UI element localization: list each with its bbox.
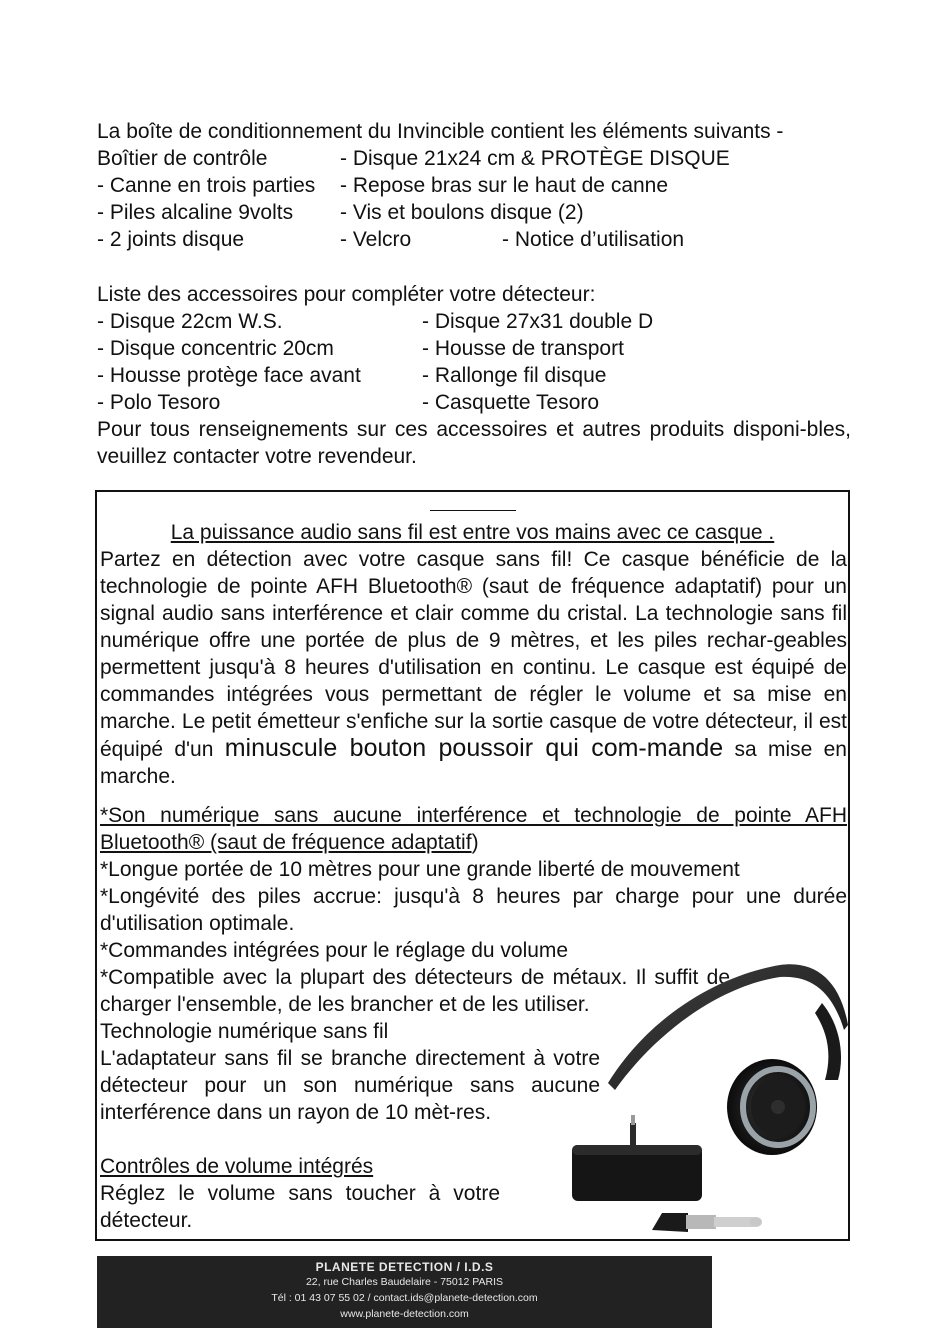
- feature-item: *Compatible avec la plupart des détecteurs de métaux. Il suffit de charger l'ensemble, de les brancher et de les utiliser.: [100, 966, 730, 1016]
- contents-item: - Notice d’utilisation: [502, 228, 685, 251]
- feature-item: *Commandes intégrées pour le réglage du volume: [100, 939, 569, 962]
- volume-heading-text: Contrôles de volume intégrés: [100, 1155, 374, 1178]
- website-link[interactable]: www.planete-detection.com: [340, 1308, 469, 1320]
- contact-info: Tél : 01 43 07 55 02 / contact.ids@planete-detection.com: [271, 1292, 538, 1304]
- address: 22, rue Charles Baudelaire - 75012 PARIS: [305, 1276, 504, 1288]
- contents-item: - Velcro: [340, 228, 412, 251]
- feature-item: *Longue portée de 10 mètres pour une grande liberté de mouvement: [100, 858, 740, 881]
- company-name: PLANETE DETECTION / I.D.S: [315, 1260, 494, 1274]
- volume-heading: [100, 1153, 600, 1180]
- tech-text: L'adaptateur sans fil se branche directement à votre détecteur pour un son numérique sans aucune interférence dans un rayon de 10 mèt-res.: [100, 1047, 600, 1124]
- accessory-item: - Housse protège face avant: [97, 364, 361, 387]
- contents-item: - Piles alcaline 9volts: [97, 201, 294, 224]
- box-title: La puissance audio sans fil est entre vos mains avec ce casque .: [170, 521, 775, 544]
- contents-item: - Canne en trois parties: [97, 174, 316, 197]
- intro-text: Partez en détection avec votre casque sans fil! Ce casque bénéficie de la technologie de pointe AFH Bluetooth® (saut de fréquence adaptatif) pour un signal audio sans interférence et clair comme du cristal. La technologie sans fil numérique offre une portée de plus de 9 mètres, et les piles rechar-geables permettent jusqu'à 8 heures d'utilisation en continu. Le casque est équipé de commandes intégrées vous permettant de régler le volume et sa mise en marche. Le petit émetteur s'enfiche sur la sortie casque de votre détecteur, il est équipé d'un: [100, 548, 847, 761]
- intro-text-end: sa mise en marche.: [100, 738, 847, 788]
- headset-product-image: [560, 955, 850, 1240]
- accessory-item: - Disque 22cm W.S.: [97, 310, 283, 333]
- feature-item: *Longévité des piles accrue: jusqu'à 8 heures par charge pour une durée d'utilisation optimale.: [100, 885, 847, 935]
- accessories-note: Pour tous renseignements sur ces accessoires et autres produits disponi-bles, veuillez contacter votre revendeur.: [97, 418, 851, 468]
- intro-paragraph: [100, 546, 847, 790]
- feature-item: [100, 802, 847, 856]
- contents-item: - 2 joints disque: [97, 228, 245, 251]
- intro-text-large: minuscule bouton poussoir qui com-mande: [224, 734, 724, 762]
- accessory-item: - Disque 27x31 double D: [422, 310, 654, 333]
- footer-banner: [97, 1256, 712, 1328]
- divider: [430, 510, 516, 511]
- feature-text-end: ): [471, 831, 479, 854]
- contents-item: - Disque 21x24 cm & PROTÈGE DISQUE: [340, 147, 730, 170]
- accessories-heading: Liste des accessoires pour compléter votre détecteur:: [97, 283, 596, 306]
- tech-heading: Technologie numérique sans fil: [100, 1020, 389, 1043]
- contents-item: - Repose bras sur le haut de canne: [340, 174, 669, 197]
- accessory-item: - Disque concentric 20cm: [97, 337, 334, 360]
- accessory-item: - Housse de transport: [422, 337, 624, 360]
- contents-item: Boîtier de contrôle: [97, 147, 268, 170]
- accessory-item: - Rallonge fil disque: [422, 364, 607, 387]
- feature-text-underlined: *Son numérique sans aucune interférence et technologie de pointe AFH Bluetooth® (saut de fréquence adaptatif: [100, 804, 847, 854]
- volume-text: Réglez le volume sans toucher à votre détecteur.: [100, 1182, 500, 1232]
- accessory-item: - Polo Tesoro: [97, 391, 221, 414]
- contents-intro: La boîte de conditionnement du Invincible contient les éléments suivants -: [97, 120, 784, 143]
- accessory-item: - Casquette Tesoro: [422, 391, 600, 414]
- contents-item: - Vis et boulons disque (2): [340, 201, 584, 224]
